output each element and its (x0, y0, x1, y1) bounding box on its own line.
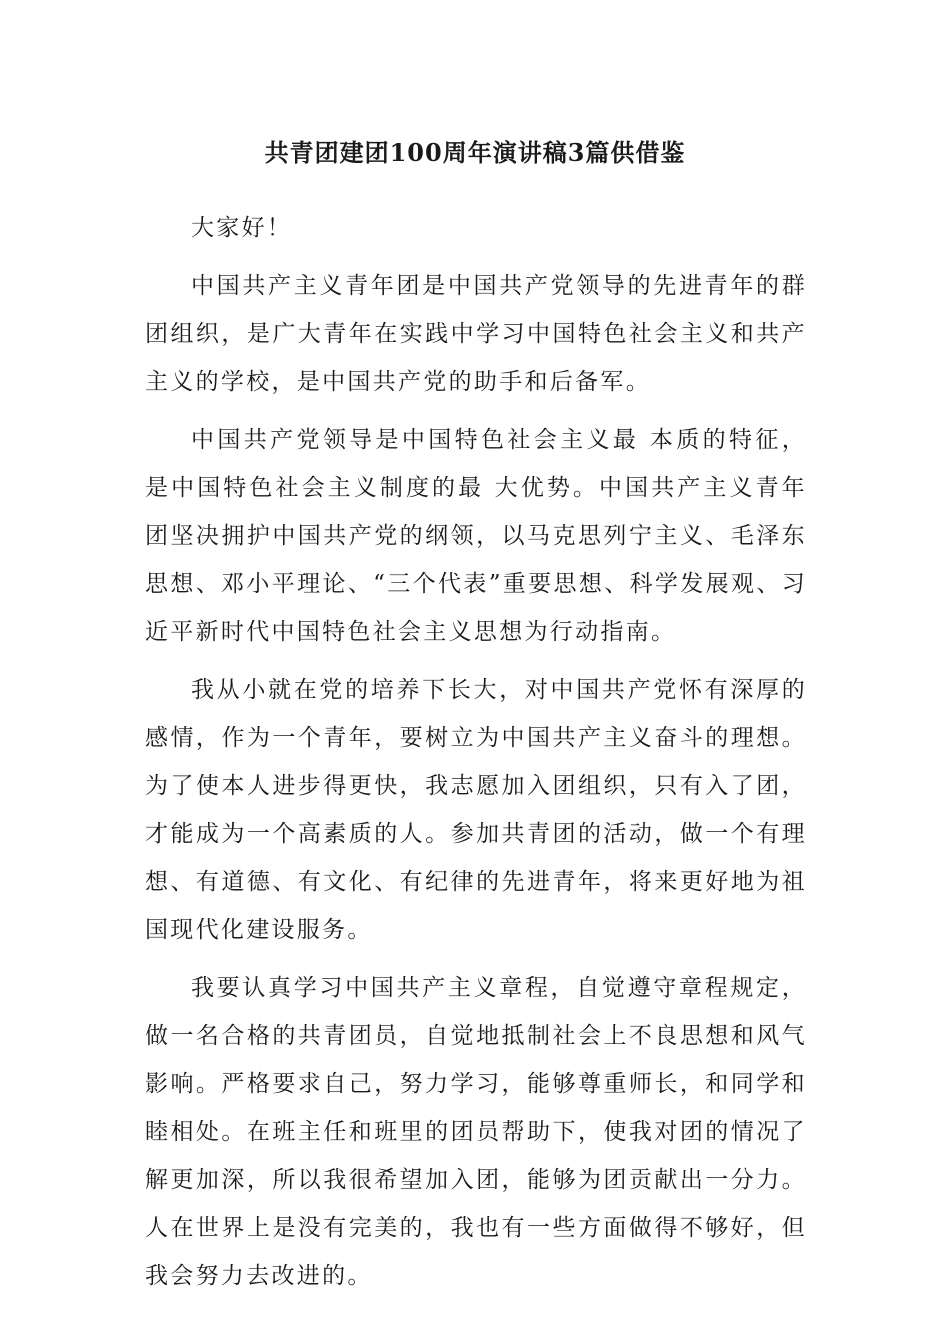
page-title: 共青团建团100周年演讲稿3篇供借鉴 (264, 138, 686, 167)
paragraph-3: 我从小就在党的培养下长大，对中国共产党怀有深厚的感情，作为一个青年，要树立为中国共产主义奋斗的理想。为了使本人进步得更快，我志愿加入团组织，只有入了团，才能成为一个高素质的人。参加共青团的活动，做一个有理想、有道德、有文化、有纪律的先进青年，将来更好地为祖国现代化建设服务。 (145, 677, 807, 943)
document-body (145, 204, 807, 1310)
paragraph-2: 中国共产党领导是中国特色社会主义最 本质的特征，是中国特色社会主义制度的最 大优势。中国共产主义青年团坚决拥护中国共产党的纲领，以马克思列宁主义、毛泽东思想、邓小平理论、“三个代表”重要思想、科学发展观、习近平新时代中国特色社会主义思想为行动指南。 (145, 427, 807, 645)
paragraph-greeting: 大家好！ (191, 215, 293, 241)
paragraph-1: 中国共产主义青年团是中国共产党领导的先进青年的群团组织，是广大青年在实践中学习中国特色社会主义和共产主义的学校，是中国共产党的助手和后备军。 (145, 273, 807, 395)
paragraph-4: 我要认真学习中国共产主义章程，自觉遵守章程规定，做一名合格的共青团员，自觉地抵制社会上不良思想和风气影响。严格要求自己，努力学习，能够尊重师长，和同学和睦相处。在班主任和班里的团员帮助下，使我对团的情况了解更加深，所以我很希望加入团，能够为团贡献出一分力。人在世界上是没有完美的，我也有一些方面做得不够好，但我会努力去改进的。 (145, 975, 807, 1289)
